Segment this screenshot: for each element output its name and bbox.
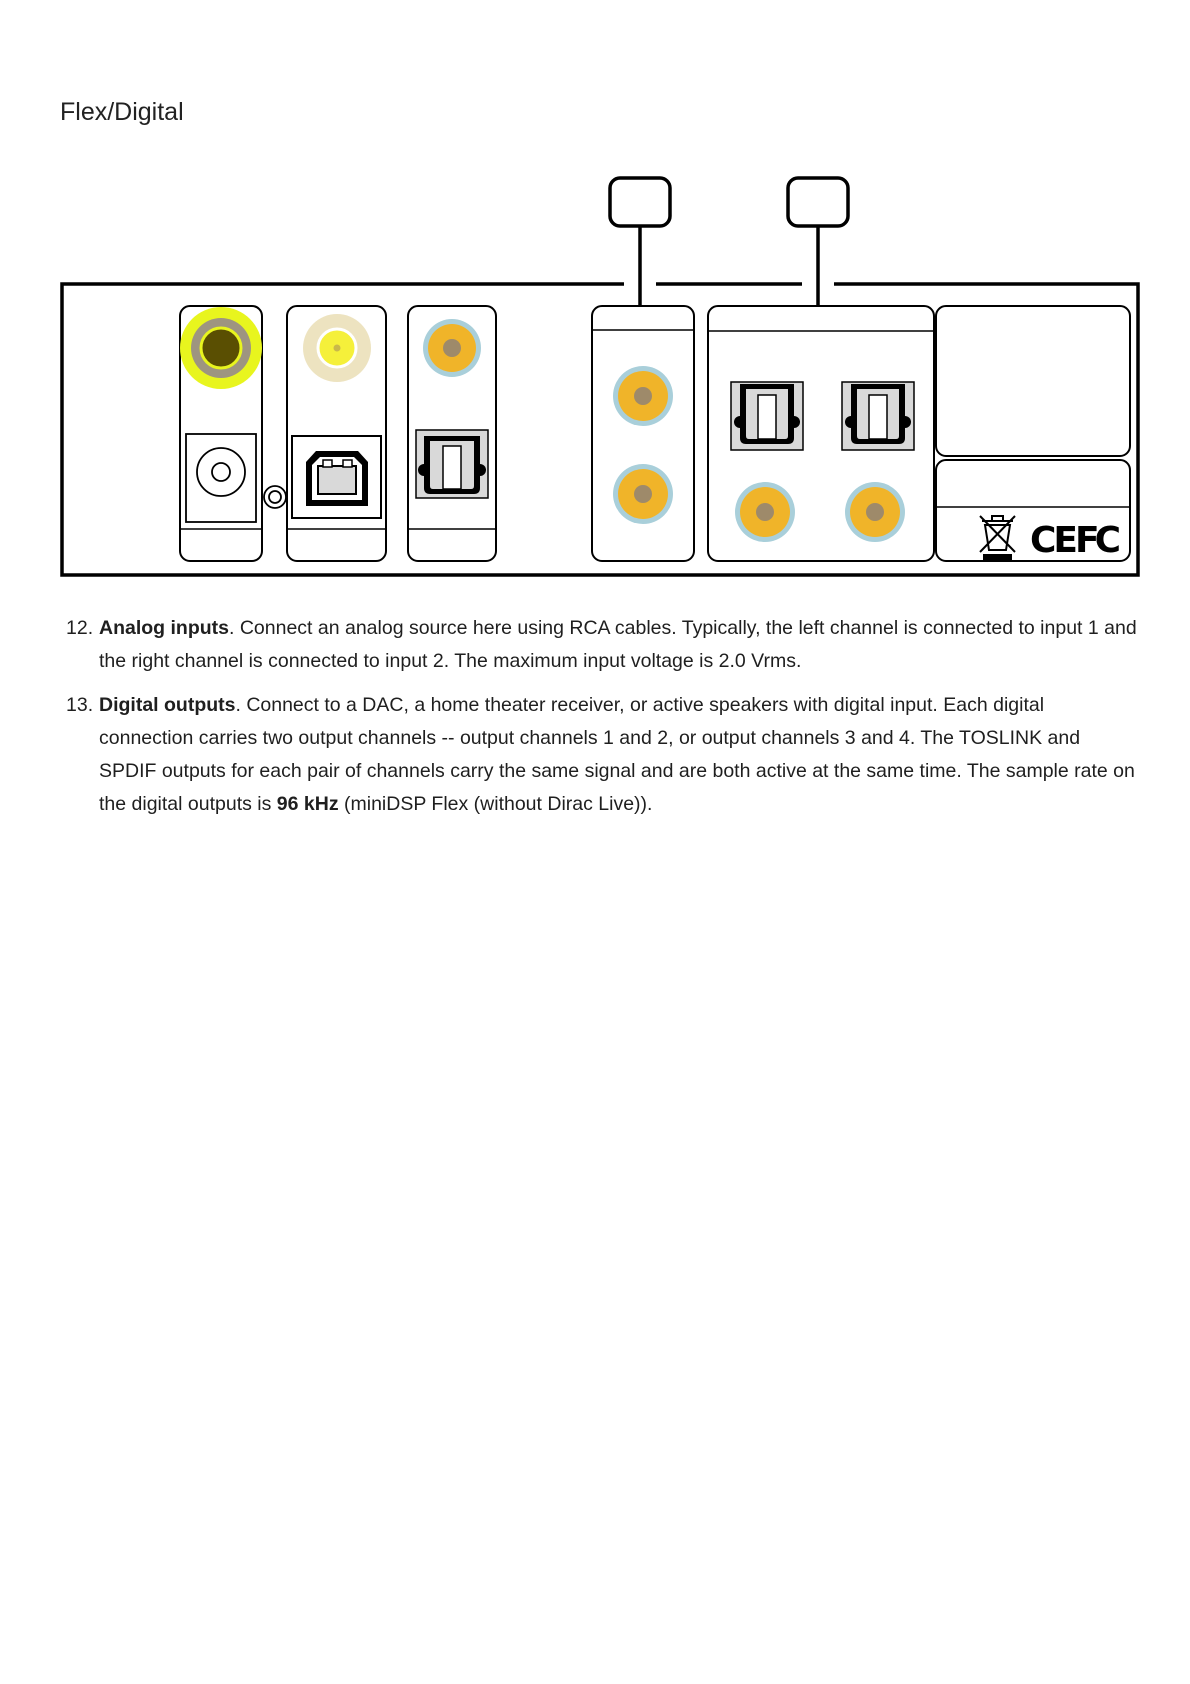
power-button: [201, 328, 241, 368]
label-module: [936, 306, 1130, 561]
numbered-description-list: [60, 612, 1140, 832]
item-text: . Connect to a DAC, a home theater receiver, or active speakers with digital input. Each digital connection carries two output channels -- output channels 1 and 2, or output channels 3 and 4. The TOSLINK and SPDIF outputs for each pair of channels carry the same signal and are both active at the same time. The sample rate on the digital outputs is: [99, 694, 1135, 815]
usb-module: [287, 306, 386, 561]
digital-output-module: [708, 306, 934, 561]
callout-13: [788, 178, 848, 306]
item-text-after: (miniDSP Flex (without Dirac Live)).: [338, 793, 653, 815]
power-module: [180, 306, 262, 561]
analog-input-2-jack: [613, 464, 673, 524]
page-title: Flex/Digital: [60, 98, 184, 126]
ground-screw: [264, 486, 286, 508]
fcc-mark-icon: FC: [1075, 520, 1117, 561]
item-number: 12.: [66, 617, 94, 639]
analog-input-module: [592, 306, 694, 561]
item-text: . Connect an analog source here using RCA cables. Typically, the left channel is connected to input 1 and the right channel is connected to input 2. The maximum input voltage is 2.0 Vrms.: [99, 617, 1137, 672]
item-term: Analog inputs: [99, 617, 229, 639]
item-term: Digital outputs: [99, 694, 236, 716]
rear-panel-diagram: [0, 0, 1190, 600]
item-number: 13.: [66, 694, 94, 716]
analog-input-1-jack: [613, 366, 673, 426]
callout-12: [610, 178, 670, 306]
toslink-output-2-icon: [842, 382, 914, 450]
spdif-output-2-jack: [845, 482, 905, 542]
toslink-output-1-icon: [731, 382, 803, 450]
list-item: [60, 689, 1140, 821]
spdif-output-1-jack: [735, 482, 795, 542]
ce-mark-icon: CE: [1030, 520, 1076, 561]
item-emphasis: 96 kHz: [276, 793, 339, 815]
list-item: [60, 612, 1140, 678]
digital-input-module: [408, 306, 496, 561]
toslink-input-icon: [418, 436, 486, 494]
